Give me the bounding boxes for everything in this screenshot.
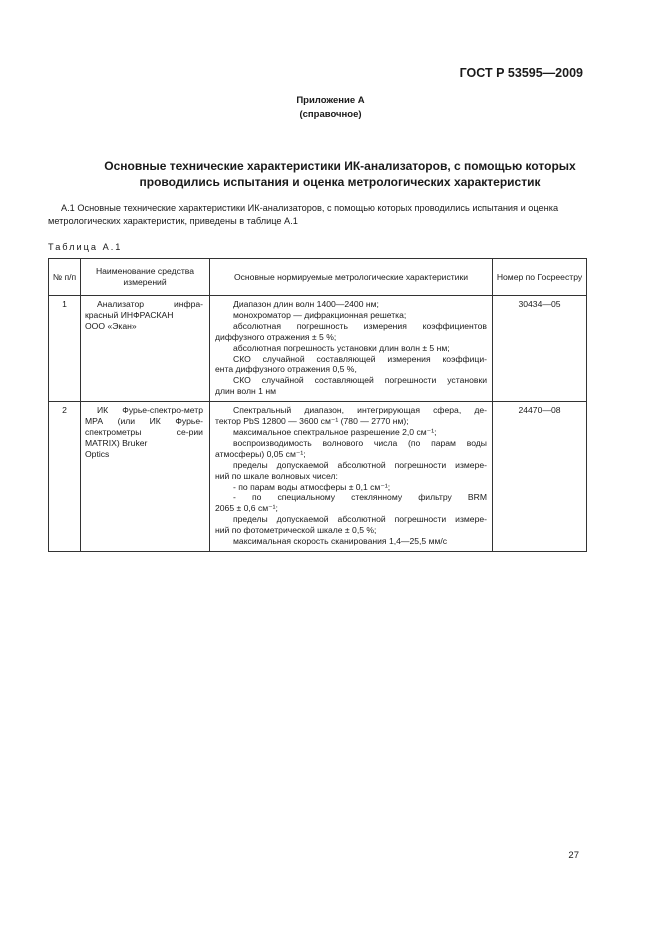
char-line: тектор PbS 12800 — 3600 см⁻¹ (780 — 2770 нм); [215, 416, 409, 427]
table-caption: Таблица А.1 [48, 242, 123, 252]
char-line: Диапазон длин волн 1400—2400 нм; [233, 299, 379, 309]
char-line: СКО случайной составляющей погрешности установки [233, 375, 487, 386]
char-line: 2065 ± 0,6 см⁻¹; [215, 503, 278, 514]
col-header-reg: Номер по Госреестру [493, 259, 587, 296]
char-line: ний по фотометрической шкале ± 0,5 %; [215, 525, 377, 536]
section-title [60, 158, 620, 190]
char-line: СКО случайной составляющей измерения коэффици- [233, 353, 487, 364]
registry-number: 30434—05 [493, 296, 587, 402]
section-title-line-1: Основные технические характеристики ИК-анализаторов, с помощью которых [104, 159, 576, 173]
table-row [49, 296, 587, 402]
page-number: 27 [568, 850, 579, 861]
section-title-line-2: проводились испытания и оценка метрологических характеристик [139, 175, 541, 189]
registry-number: 24470—08 [493, 402, 587, 552]
col-header-name: Наименование средства измерений [81, 259, 210, 296]
instrument-name [81, 402, 210, 552]
table-row [49, 402, 587, 552]
metrological-characteristics [210, 296, 493, 402]
instrument-name-text: ИК Фурье-спектро-метр МРА (или ИК Фурье-спектрометры се-рии MATRIX) Bruker [85, 405, 203, 448]
appendix-type: (справочное) [299, 109, 362, 120]
instrument-maker: ООО «Экан» [85, 320, 137, 331]
standard-number: ГОСТ Р 53595—2009 [459, 66, 583, 80]
char-line: ний по шкале волновых чисел: [215, 470, 338, 481]
char-line: максимальное спектральное разрешение 2,0 см⁻¹; [233, 426, 437, 437]
instrument-name-text: Анализатор инфра-красный ИНФРАСКАН [85, 299, 203, 320]
row-number: 1 [49, 296, 81, 402]
char-line: абсолютная погрешность измерения коэффициентов [233, 320, 487, 331]
char-line: воспроизводимость волнового числа (по парам воды [233, 437, 487, 448]
appendix-label: Приложение А [296, 95, 365, 106]
char-line: - по специальному стеклянному фильтру BRM [233, 492, 487, 503]
char-line: пределы допускаемой абсолютной погрешности измере- [233, 459, 487, 470]
char-line: абсолютная погрешность установки длин волн ± 5 нм; [233, 342, 450, 353]
characteristics-table [48, 258, 587, 552]
table-header-row [49, 259, 587, 296]
char-line: максимальная скорость сканирования 1,4—25,5 мм/с [233, 536, 448, 547]
char-line: длин волн 1 нм [215, 386, 276, 397]
metrological-characteristics [210, 402, 493, 552]
col-header-num: № п/п [49, 259, 81, 296]
intro-paragraph: А.1 Основные технические характеристики ИК-анализаторов, с помощью которых проводились испытания и оценка метрологических характеристик, приведены в таблице А.1 [48, 203, 559, 226]
col-header-chars: Основные нормируемые метрологические характеристики [210, 259, 493, 296]
char-line: пределы допускаемой абсолютной погрешности измере- [233, 514, 487, 525]
char-line: Спектральный диапазон, интегрирующая сфера, де- [233, 405, 487, 416]
char-line: диффузного отражения ± 5 %; [215, 331, 337, 342]
char-line: атмосферы) 0,05 см⁻¹; [215, 448, 306, 459]
instrument-maker: Optics [85, 448, 110, 459]
char-line: монохроматор — дифракционная решетка; [233, 309, 407, 320]
char-line: - по парам воды атмосферы ± 0,1 см⁻¹; [233, 481, 391, 492]
appendix-heading [0, 94, 661, 122]
instrument-name [81, 296, 210, 402]
row-number: 2 [49, 402, 81, 552]
char-line: ента диффузного отражения 0,5 %, [215, 364, 357, 375]
